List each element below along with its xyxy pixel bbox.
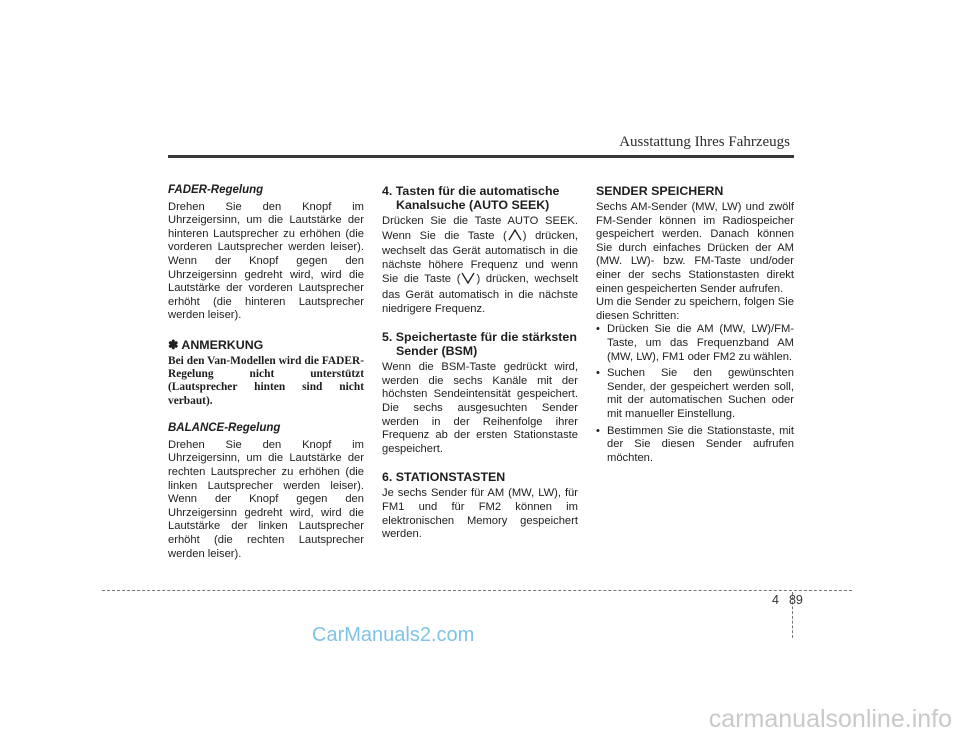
fader-text: Drehen Sie den Knopf im Uhrzeigersinn, um die Lautstärke der hinteren Lautsprecher zu erhöhen (die vorderen Lautsprecher werden leiser). Wenn der Knopf gegen den Uhrzeigersinn gedreht wird, wird die Lautstärke der vorderen Lautsprecher erhöht (die hinteren Lautsprecher werden leiser). <box>168 200 364 322</box>
section5-heading-line2: Sender (BSM) <box>396 344 478 359</box>
section4-heading-line2: Kanalsuche (AUTO SEEK) <box>396 198 550 212</box>
section5-heading-line1: 5. Speichertaste für die stärksten <box>382 330 577 345</box>
sender-speichern-text1: Sechs AM-Sender (MW, LW) und zwölf FM-Sender können im Radiospeicher gespeichert werden. Danach können Sie durch einfaches Drücken der AM (MW. LW)- bzw. FM-Taste und/oder einer der sechs Stationstasten direkt einen gespeicherten Sender aufrufen. <box>596 201 794 295</box>
list-item: • Bestimmen Sie die Stationstaste, mit der Sie diesen Sender aufrufen möchten. <box>596 425 794 466</box>
note-heading: ANMERKUNG <box>181 337 264 352</box>
seek-down-icon <box>460 272 476 289</box>
sender-speichern-text2: Um die Sender zu speichern, folgen Sie diesen Schritten: <box>596 296 794 322</box>
chapter-number: 4 <box>772 593 779 607</box>
balance-heading: BALANCE-Regelung <box>168 422 281 435</box>
seek-up-icon <box>507 229 523 246</box>
note-asterisk-icon: ✽ <box>168 337 179 352</box>
section4-text-part3: ) drücken, wechselt das Gerät automatisch in die nächste niedrigere Frequenz. <box>382 273 578 315</box>
section4-text <box>382 215 578 316</box>
site-watermark: carmanualsonline.info <box>708 705 952 733</box>
column-right <box>596 184 794 468</box>
column-left <box>168 184 364 561</box>
section6-heading: 6. STATIONSTASTEN <box>382 470 506 485</box>
header-title: Ausstattung Ihres Fahrzeugs <box>619 134 790 150</box>
section5-text: Wenn die BSM-Taste gedrückt wird, werden die sechs Kanäle mit der höchsten Sendeintensität gespeichert. Die sechs ausgesuchten Sender werden in der Reihenfolge ihrer Frequenz ab der ersten Stationstaste gespeichert. <box>382 361 578 455</box>
page-number-value: 89 <box>788 593 803 607</box>
note-heading-row <box>168 339 364 353</box>
list-item: • Drücken Sie die AM (MW, LW)/FM-Taste, um das Frequenzband AM (MW, LW), FM1 oder FM2 zu wählen. <box>596 323 794 364</box>
steps-list <box>596 323 794 465</box>
section5-heading <box>382 330 578 358</box>
footer-rule <box>102 590 852 591</box>
balance-text: Drehen Sie den Knopf im Uhrzeigersinn, um die Lautstärke der rechten Lautsprecher zu erhöhen (die linken Lautsprecher werden leiser). Wenn der Knopf gegen den Uhrzeigersinn gedreht wird, wird die Lautstärke der linken Lautsprecher erhöht (die rechten Lautsprecher werden leiser). <box>168 438 364 560</box>
fader-heading: FADER-Regelung <box>168 184 264 196</box>
sender-speichern-heading: SENDER SPEICHERN <box>596 184 724 198</box>
column-middle <box>382 184 578 542</box>
section4-heading-line1: 4. Tasten für die automatische <box>382 184 560 198</box>
list-item: • Suchen Sie den gewünschten Sender, der gespeichert werden soll, mit der automatischen Suchen oder mit manueller Einstellung. <box>596 367 794 421</box>
section6-text: Je sechs Sender für AM (MW, LW), für FM1 und für FM2 können im elektronischen Memory gespeichert werden. <box>382 487 578 541</box>
header-rule <box>168 155 794 158</box>
section4-text-part1: Drücken Sie die Taste AUTO SEEK. Wenn Sie die Taste ( <box>382 215 578 242</box>
watermark: CarManuals2.com <box>312 624 475 646</box>
section4-text-part2: ) drücken, wechselt das Gerät automatisch in die nächste höhere Frequenz und wenn Sie die Taste ( <box>382 229 578 286</box>
note-text: Bei den Van-Modellen wird die FADER-Regelung nicht unterstützt (Lautsprecher hinten sind nicht verbaut). <box>168 354 364 407</box>
page-number <box>772 593 803 607</box>
section4-heading <box>382 184 578 212</box>
